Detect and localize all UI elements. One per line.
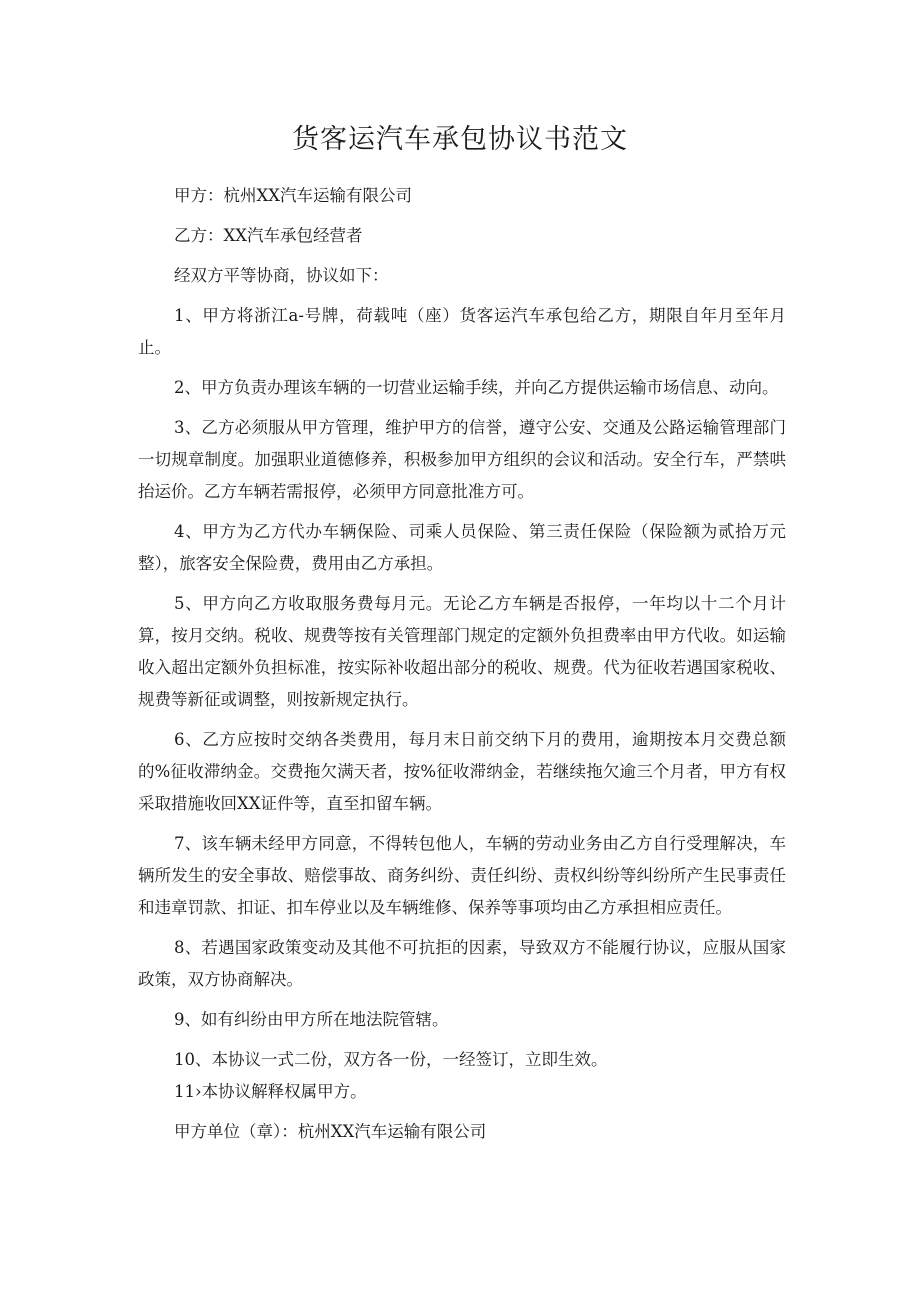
party-b: 乙方：XX汽车承包经营者 — [174, 226, 363, 245]
clause-2: 2、甲方负责办理该车辆的一切营业运输手续，并向乙方提供运输市场信息、动向。 — [174, 378, 779, 397]
clause-10: 10、本协议一式二份，双方各一份，一经签订，立即生效。 — [174, 1050, 608, 1069]
clause-7: 7、该车辆未经甲方同意，不得转包他人，车辆的劳动业务由乙方自行受理解决，车辆所发生的安全事故、赔偿事故、商务纠纷、责任纠纷、责权纠纷等纠纷所产生民事责任和违章罚款、扣证、扣车停业以及车辆维修、保养等事项均由乙方承担相应责任。 — [138, 834, 786, 917]
signature-line: 甲方单位（章）：杭州XX汽车运输有限公司 — [174, 1122, 487, 1141]
intro-line: 经双方平等协商，协议如下： — [174, 266, 389, 285]
clause-5: 5、甲方向乙方收取服务费每月元。无论乙方车辆是否报停，一年均以十二个月计算，按月交纳。税收、规费等按有关管理部门规定的定额外负担费率由甲方代收。如运输收入超出定额外负担标准，按实际补收超出部分的税收、规费。代为征收若遇国家税收、规费等新征或调整，则按新规定执行。 — [138, 594, 786, 709]
clause-9: 9、如有纠纷由甲方所在地法院管辖。 — [174, 1010, 449, 1029]
clause-8: 8、若遇国家政策变动及其他不可抗拒的因素，导致双方不能履行协议，应服从国家政策，双方协商解决。 — [138, 938, 786, 989]
document-body — [138, 180, 786, 1156]
clause-4: 4、甲方为乙方代办车辆保险、司乘人员保险、第三责任保险（保险额为贰拾万元整），旅客安全保险费，费用由乙方承担。 — [138, 522, 786, 573]
clause-1: 1、甲方将浙江a-号牌，荷载吨（座）货客运汽车承包给乙方，期限自年月至年月止。 — [138, 306, 786, 357]
clause-6: 6、乙方应按时交纳各类费用，每月末日前交纳下月的费用，逾期按本月交费总额的%征收滞纳金。交费拖欠满天者，按%征收滞纳金，若继续拖欠逾三个月者，甲方有权采取措施收回XX证件等，直至扣留车辆。 — [138, 730, 786, 813]
document-title: 货客运汽车承包协议书范文 — [292, 124, 628, 155]
clause-3: 3、乙方必须服从甲方管理，维护甲方的信誉，遵守公安、交通及公路运输管理部门一切规章制度。加强职业道德修养，积极参加甲方组织的会议和活动。安全行车，严禁哄抬运价。乙方车辆若需报停，必须甲方同意批准方可。 — [138, 418, 786, 501]
party-a: 甲方：杭州XX汽车运输有限公司 — [174, 186, 412, 205]
clause-11: 11›本协议解释权属甲方。 — [174, 1082, 367, 1101]
